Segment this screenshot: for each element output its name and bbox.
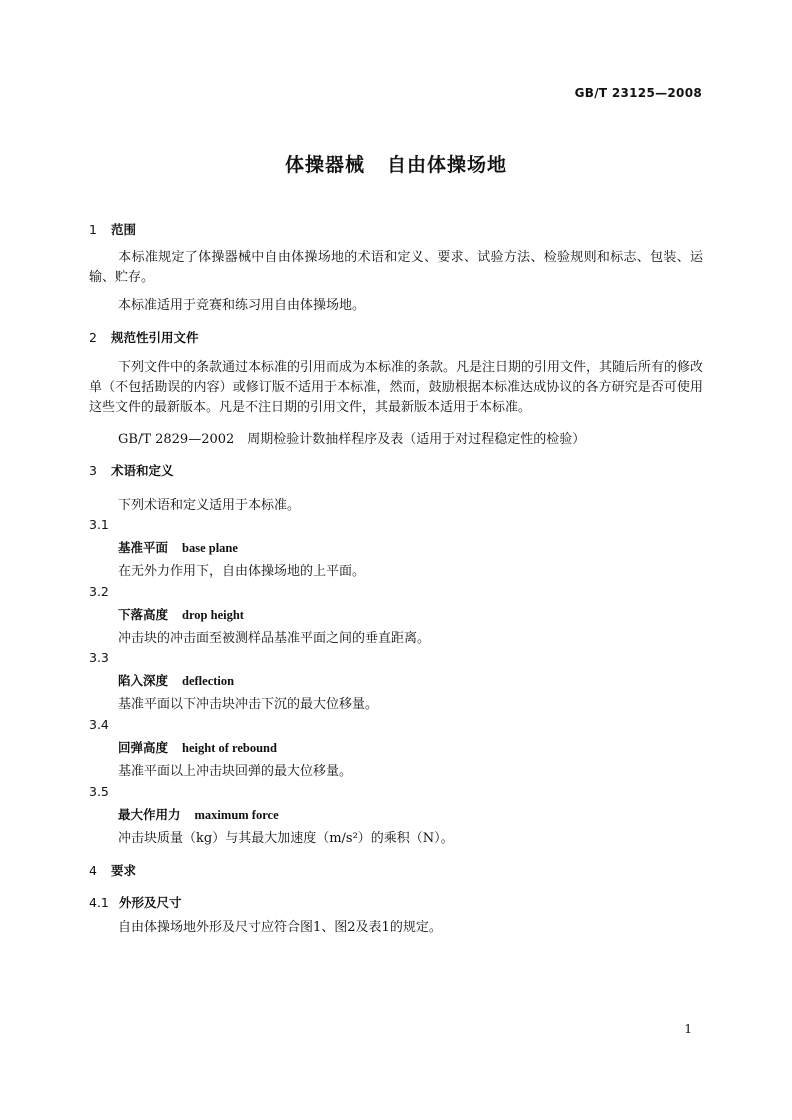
title-part1: 体操器械 xyxy=(284,154,365,176)
term-entry xyxy=(118,805,279,823)
term-zh: 基准平面 xyxy=(118,540,169,555)
term-number: 3.1 xyxy=(89,517,109,532)
term-en: deflection xyxy=(182,674,235,688)
section-3-intro: 下列术语和定义适用于本标准。 xyxy=(118,498,301,513)
section-number: 1 xyxy=(89,222,97,237)
page-number: 1 xyxy=(684,1022,692,1036)
term-entry xyxy=(118,538,238,556)
section-title: 术语和定义 xyxy=(111,463,174,478)
term-zh: 陷入深度 xyxy=(118,673,169,688)
section-1-heading xyxy=(89,220,136,238)
term-en: base plane xyxy=(182,541,238,555)
term-definition: 冲击块质量（kg）与其最大加速度（m/s²）的乘积（N）。 xyxy=(118,831,454,846)
term-en: drop height xyxy=(182,608,244,622)
term-en: height of rebound xyxy=(182,741,277,755)
normative-reference: GB/T 2829—2002 周期检验计数抽样程序及表（适用于对过程稳定性的检验） xyxy=(118,432,586,447)
section-number: 2 xyxy=(89,330,97,345)
term-zh: 下落高度 xyxy=(118,607,169,622)
standard-code: GB/T 23125—2008 xyxy=(574,86,702,100)
subsection-title: 外形及尺寸 xyxy=(119,895,182,910)
subsection-4-1-heading xyxy=(89,893,182,911)
section-4-paragraph-1: 自由体操场地外形及尺寸应符合图1、图2及表1的规定。 xyxy=(118,920,442,935)
section-2-paragraph-1 xyxy=(89,358,703,418)
term-definition: 基准平面以下冲击块冲击下沉的最大位移量。 xyxy=(118,697,379,712)
title-part2: 自由体操场地 xyxy=(387,154,508,176)
term-definition: 在无外力作用下，自由体操场地的上平面。 xyxy=(118,564,366,579)
section-title: 范围 xyxy=(111,222,137,237)
section-1-paragraph-1 xyxy=(89,248,703,288)
section-number: 4 xyxy=(89,863,97,878)
term-number: 3.3 xyxy=(89,650,109,665)
term-definition: 冲击块的冲击面至被测样品基准平面之间的垂直距离。 xyxy=(118,631,431,646)
term-zh: 最大作用力 xyxy=(118,807,181,822)
term-definition: 基准平面以上冲击块回弹的最大位移量。 xyxy=(118,764,353,779)
section-2-heading xyxy=(89,328,199,346)
section-3-heading xyxy=(89,461,174,479)
term-number: 3.4 xyxy=(89,717,109,732)
term-entry xyxy=(118,671,234,689)
term-entry xyxy=(118,605,244,623)
paragraph-text: 下列文件中的条款通过本标准的引用而成为本标准的条款。凡是注日期的引用文件，其随后所有的修改单（不包括勘误的内容）或修订版不适用于本标准，然而，鼓励根据本标准达成协议的各方研究是否可使用这些文件的最新版本。凡是不注日期的引用文件，其最新版本适用于本标准。 xyxy=(89,360,704,415)
paragraph-text: 本标准规定了体操器械中自由体操场地的术语和定义、要求、试验方法、检验规则和标志、包装、运输、贮存。 xyxy=(89,250,703,285)
term-zh: 回弹高度 xyxy=(118,740,169,755)
subsection-number: 4.1 xyxy=(89,895,109,910)
section-number: 3 xyxy=(89,463,97,478)
section-1-paragraph-2: 本标准适用于竞赛和练习用自由体操场地。 xyxy=(118,298,366,313)
section-title: 要求 xyxy=(111,863,137,878)
section-4-heading xyxy=(89,861,136,879)
document-title xyxy=(0,150,792,177)
section-title: 规范性引用文件 xyxy=(111,330,199,345)
term-number: 3.5 xyxy=(89,784,109,799)
term-entry xyxy=(118,738,277,756)
term-number: 3.2 xyxy=(89,584,109,599)
term-en: maximum force xyxy=(194,808,279,822)
